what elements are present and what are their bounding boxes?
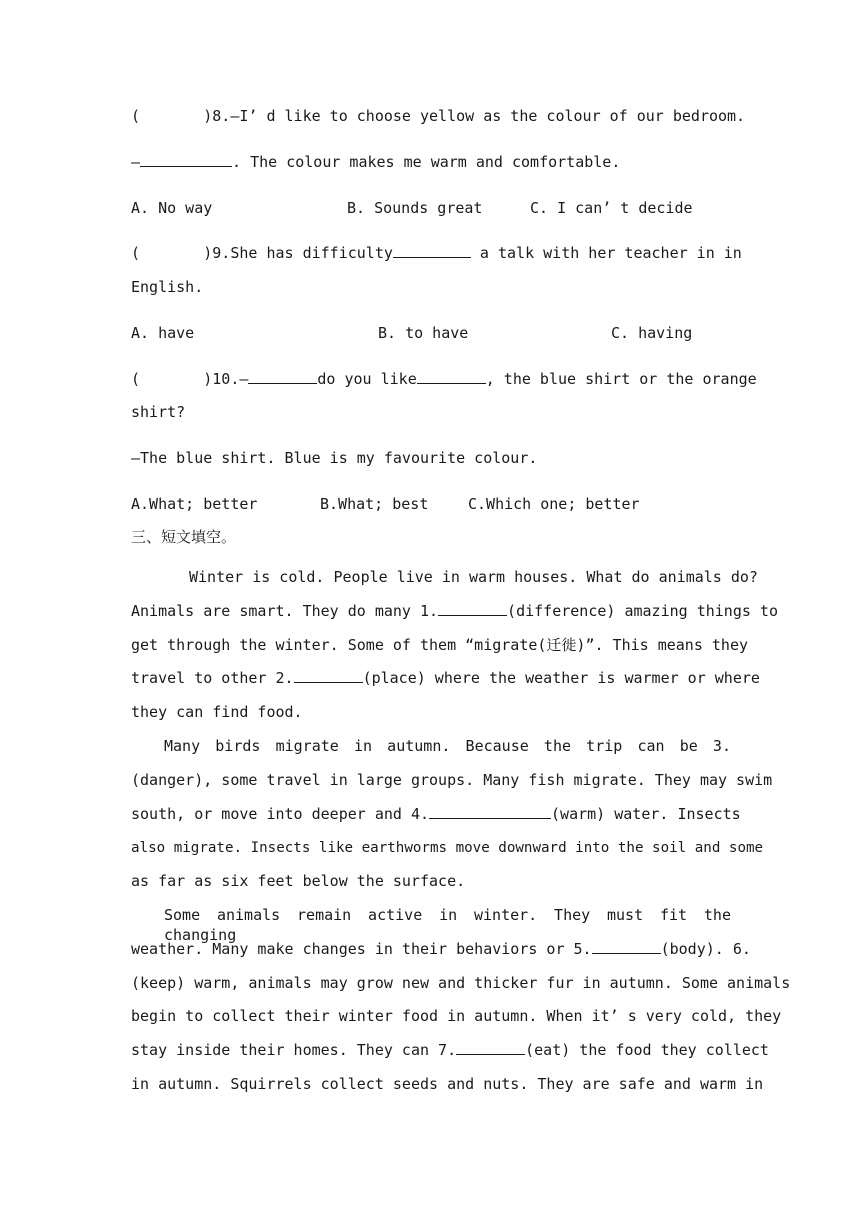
q10-option-c: C.Which one; better [468,495,640,513]
q10-stem-b: do you like [317,370,417,388]
p2-line-4: also migrate. Insects like earthworms move downward into the soil and some [131,840,764,856]
p2-line-1: Many birds migrate in autumn. Because the trip can be 3. [164,737,731,755]
q10-answer-blank-1[interactable] [248,369,317,384]
q10-stem-a: ( )10.— [131,370,249,388]
p2-line-5: as far as six feet below the surface. [131,872,466,890]
q10-answer-blank-2[interactable] [417,369,486,384]
q10-stem-cont: shirt? [131,403,186,421]
q10-stem [131,369,757,389]
q10-stem-c: , the blue shirt or the orange [485,370,757,388]
p1-line-4-b: (place) where the weather is warmer or where [362,669,760,687]
blank-1[interactable] [438,601,507,616]
p2-line-3 [131,804,741,824]
p1-line-3: get through the winter. Some of them “migrate(迁徙)”. This means they [131,636,748,654]
p1-line-2-a: Animals are smart. They do many 1. [131,602,439,620]
p2-line-2: (danger), some travel in large groups. Many fish migrate. They may swim [131,771,773,789]
q9-answer-blank[interactable] [393,243,471,258]
p1-line-2 [131,601,778,621]
q9-option-c: C. having [611,324,693,342]
q9-stem-a: ( )9.She has difficulty [131,244,393,262]
p3-line-5 [131,1040,769,1060]
q8-option-c: C. I can’ t decide [530,199,693,217]
section-heading: 三、短文填空。 [131,528,237,546]
blank-5[interactable] [592,939,661,954]
blank-2[interactable] [294,668,363,683]
p3-line-5-a: stay inside their homes. They can 7. [131,1041,457,1059]
q9-stem-b: a talk with her teacher in in [470,244,742,262]
p2-line-3-b: (warm) water. Insects [551,805,741,823]
q8-option-a: A. No way [131,199,213,217]
p3-line-6: in autumn. Squirrels collect seeds and nuts. They are safe and warm in [131,1075,764,1093]
q8-reply-rest: . The colour makes me warm and comfortable. [232,153,621,171]
p2-line-3-a: south, or move into deeper and 4. [131,805,430,823]
blank-7[interactable] [456,1040,525,1055]
q8-option-b: B. Sounds great [347,199,483,217]
p3-line-2-a: weather. Many make changes in their behaviors or 5. [131,940,592,958]
q8-reply-dash: — [131,153,141,171]
p3-line-3: (keep) warm, animals may grow new and thicker fur in autumn. Some animals [131,974,791,992]
p1-line-2-b: (difference) amazing things to [507,602,778,620]
q8-answer-blank[interactable] [140,152,232,167]
q9-stem-cont: English. [131,278,204,296]
p3-line-5-b: (eat) the food they collect [525,1041,769,1059]
q10-reply: —The blue shirt. Blue is my favourite colour. [131,449,538,467]
q9-option-a: A. have [131,324,195,342]
q9-stem [131,243,742,263]
q8-stem: ( )8.—I’ d like to choose yellow as the colour of our bedroom. [131,107,746,125]
q10-option-b: B.What; best [320,495,429,513]
p3-line-2 [131,939,751,959]
q8-reply [131,152,620,172]
p1-line-4 [131,668,760,688]
p3-line-1: Some animals remain active in winter. They must fit the changing [164,906,731,944]
q9-option-b: B. to have [378,324,469,342]
p1-line-5: they can find food. [131,703,303,721]
blank-4[interactable] [429,804,551,819]
p3-line-2-b: (body). 6. [660,940,751,958]
p3-line-4: begin to collect their winter food in autumn. When it’ s very cold, they [131,1007,782,1025]
p1-line-4-a: travel to other 2. [131,669,294,687]
p1-line-1: Winter is cold. People live in warm houses. What do animals do? [189,568,758,586]
q10-option-a: A.What; better [131,495,258,513]
